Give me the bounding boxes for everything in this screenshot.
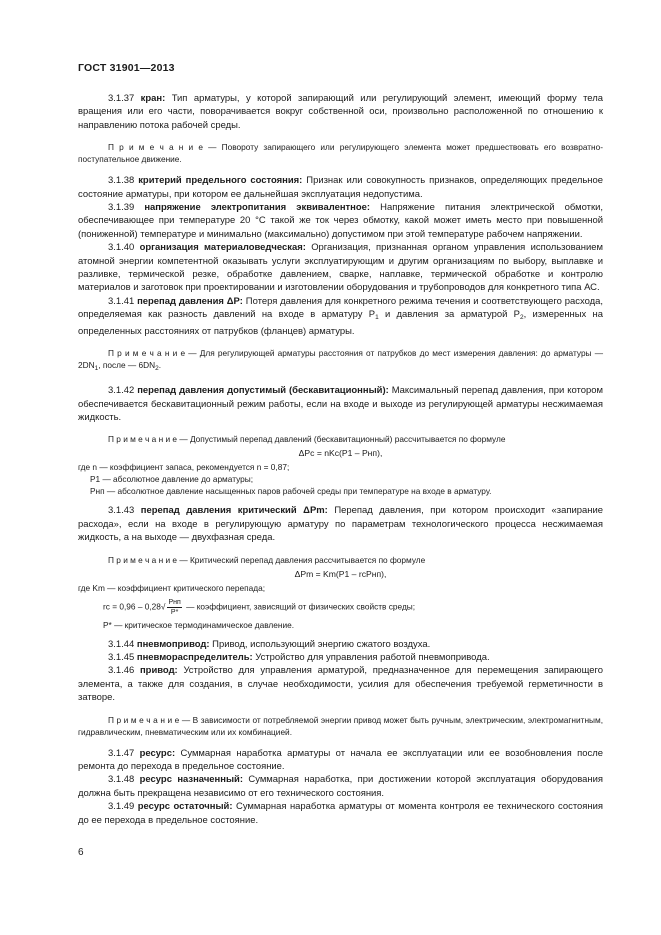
subscript: 1	[94, 365, 99, 373]
note-label: П р и м е ч а н и е	[108, 348, 186, 359]
definition: Организация, признанная органом управления использованием атомной энергии компетентной оказывать услуги эксплуатирующим и другим организациям по выбору, выплавке и разливке, термической резке, обработке давлением, сварке, наплавке, термической обработке и контролю материалов и заготовок при проектировании и изготовлении оборудования и трубопроводов для конкретного типа АС.	[78, 242, 604, 294]
where-n: где n — коэффициент запаса, рекомендуется n = 0,87;	[78, 462, 290, 473]
term: ресурс назначенный:	[139, 774, 243, 786]
clause-3-1-46	[78, 664, 603, 704]
note-3-1-42	[78, 433, 603, 445]
definition: Суммарная наработка, при достижении которой эксплуатация оборудования должна быть прекращена независимо от его технического состояния.	[78, 774, 604, 799]
where-km: где Km — коэффициент критического перепада;	[78, 582, 266, 593]
rc-definition	[103, 598, 603, 617]
definition: Суммарная наработка арматуры от момента контроля ее технического состояния до ее перехода в предельное состояние.	[78, 801, 604, 826]
note-3-1-41	[78, 347, 603, 375]
definition: Устройство для управления арматурой, предназначенное для перемещения запирающего элемента, а также для создания, в случае необходимости, усилия для обеспечения требуемой герметичности в затворе.	[78, 665, 604, 704]
term: пневмораспределитель:	[136, 651, 253, 663]
term: пневмопривод:	[136, 638, 210, 650]
clause-3-1-39	[78, 201, 603, 241]
clause-3-1-49	[78, 800, 603, 827]
definition: Потеря давления для конкретного режима течения и соответствующего расхода, определяемая как разность давлений на входе в арматуру P	[78, 295, 603, 321]
fraction-denominator: P*	[170, 608, 179, 616]
note-label: П р и м е ч а н и е	[108, 434, 178, 445]
rc-formula: rс = 0,96 – 0,28	[103, 601, 161, 612]
note-3-1-37	[78, 141, 603, 165]
where-p1: P1 — абсолютное давление до арматуры;	[90, 474, 254, 485]
clause-number: 3.1.46	[108, 665, 135, 677]
term: перепад давления ΔP:	[137, 295, 243, 307]
definition: Суммарная наработка арматуры от начала ее эксплуатации или ее возобновления после ремонта до перехода в предельное состояние.	[78, 747, 603, 772]
definition: Перепад давления, при котором происходит «запирание расхода», если на входе в регулирующую арматуру по параметрам технологического процесса несжимаемая жидкость, а на выходе — двухфазная среда.	[78, 505, 603, 544]
note-label: П р и м е ч а н и е	[108, 142, 203, 153]
clause-3-1-41	[78, 295, 603, 338]
clause-number: 3.1.43	[108, 505, 135, 517]
clause-3-1-42	[78, 384, 603, 424]
definition: Тип арматуры, у которой запирающий или регулирующий элемент, имеющий форму тела вращения или его части, поворачивается вокруг собственной оси, произвольно расположенной по отношению к направлению потока рабочей среды.	[78, 93, 604, 131]
term: напряжение электропитания эквивалентное:	[144, 202, 371, 214]
clause-number: 3.1.38	[108, 175, 135, 187]
clause-3-1-45	[78, 651, 603, 664]
clause-number: 3.1.41	[108, 295, 135, 307]
term: критерий предельного состояния:	[138, 175, 303, 187]
clause-number: 3.1.47	[108, 747, 135, 759]
where-pnp: Pнп — абсолютное давление насыщенных паров рабочей среды при температуре на входе в арматуру.	[90, 486, 492, 497]
fraction-numerator: Pнп	[168, 598, 181, 606]
clause-number: 3.1.48	[108, 774, 135, 786]
note-text: — В зависимости от потребляемой энергии привод может быть ручным, электрическим, электромагнитным, гидравлическим, пневматическим или их комбинацией.	[78, 714, 604, 737]
rc-description: — коэффициент, зависящий от физических свойств среды;	[186, 601, 416, 612]
note-label: П р и м е ч а н и е	[108, 714, 180, 725]
clause-3-1-43	[78, 504, 603, 544]
note-text: — Повороту запирающего или регулирующего элемента может предшествовать его возвратно-поступательное движение.	[78, 142, 604, 165]
note-text: — Допустимый перепад давлений (бескавитационный) рассчитывается по формуле	[177, 434, 506, 445]
sqrt-sign: √	[160, 601, 166, 612]
term: организация материаловедческая:	[139, 242, 306, 254]
clause-3-1-48	[78, 773, 603, 800]
subscript: 2	[155, 365, 159, 373]
clause-number: 3.1.44	[108, 638, 135, 650]
page-number: 6	[78, 847, 84, 858]
definition: Привод, использующий энергию сжатого воздуха.	[212, 638, 431, 650]
clause-3-1-37	[78, 92, 603, 132]
subscript: 1	[375, 314, 379, 322]
clause-3-1-47	[78, 747, 603, 774]
subscript: 2	[519, 314, 524, 322]
note-3-1-43	[78, 554, 603, 566]
where-pstar: P* — критическое термодинамическое давление.	[103, 619, 295, 630]
term: кран:	[140, 93, 166, 104]
clause-number: 3.1.40	[108, 242, 135, 254]
term: ресурс остаточный:	[137, 801, 233, 813]
document-code: ГОСТ 31901—2013	[78, 62, 175, 74]
document-body	[78, 92, 603, 827]
term: ресурс:	[139, 747, 176, 759]
term: перепад давления критический ΔPm:	[140, 505, 328, 517]
formula-critical-drop: ΔPm = Km(P1 – rсPнп),	[294, 568, 387, 579]
note-text-cont: .	[158, 360, 161, 371]
clause-number: 3.1.49	[108, 801, 135, 813]
pressure-fraction	[167, 598, 181, 617]
term: привод:	[139, 665, 178, 677]
definition: Напряжение питания электрической обмотки, обеспечивающее при температуре 20 °С такой же ток через обмотку, какой может иметь место при повышенной (пониженной) температуре и минимально (максимально) допустимом при этой температуре рабочем напряжении.	[78, 202, 603, 240]
definition: Устройство для управления работой пневмопривода.	[255, 651, 490, 663]
clause-number: 3.1.45	[108, 651, 135, 663]
note-label: П р и м е ч а н и е	[108, 554, 178, 565]
clause-number: 3.1.37	[108, 93, 135, 104]
note-3-1-46	[78, 714, 603, 738]
clause-3-1-40	[78, 241, 603, 295]
definition-cont: , измеренных на определенных расстояниях от патрубков (фланцев) арматуры.	[78, 309, 603, 337]
definition: Максимальный перепад давления, при котором обеспечивается бескавитационный режим работы, если на входе и выходе из регулирующей арматуры несжимаемая жидкость.	[78, 385, 604, 423]
formula-allowable-drop: ΔPс = nKс(P1 – Pнп),	[298, 448, 383, 459]
definition-cont: и давления за арматурой P	[378, 309, 520, 321]
clause-3-1-38	[78, 174, 603, 201]
clause-3-1-44	[78, 638, 603, 651]
term: перепад давления допустимый (бескавитационный):	[137, 385, 389, 397]
definition: Признак или совокупность признаков, определяющих предельное состояние арматуры, при котором ее дальнейшая эксплуатация недопустима.	[78, 175, 604, 200]
clause-number: 3.1.42	[108, 385, 135, 397]
clause-number: 3.1.39	[108, 202, 135, 214]
note-text: — Критический перепад давления рассчитывается по формуле	[177, 554, 426, 565]
note-text: — Для регулирующей арматуры расстояния от патрубков до мест измерения давления: до арматуры — 2DN	[78, 348, 604, 371]
note-text-cont: , после — 6DN	[98, 360, 156, 371]
